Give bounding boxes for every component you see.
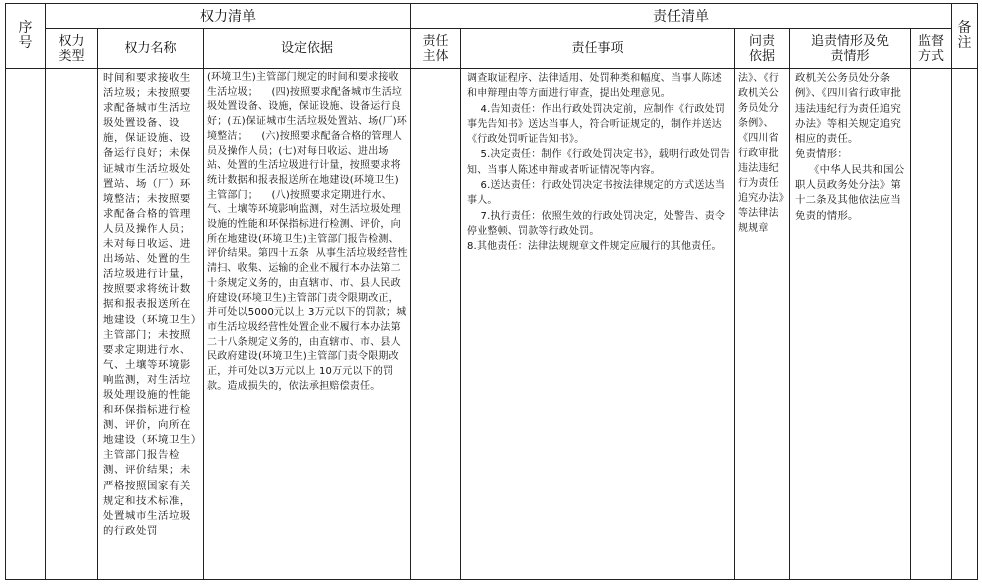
- header-power-name: 权力名称: [98, 29, 204, 69]
- cell-accountability-basis: [735, 69, 790, 580]
- responsible-subject-text: [411, 69, 460, 71]
- header-accountability-cases: 追责情形及免责情形: [790, 29, 911, 69]
- header-basis: 设定依据: [204, 29, 411, 69]
- power-type-text: [46, 69, 97, 71]
- power-responsibility-table: [5, 3, 978, 580]
- cell-basis: [204, 69, 411, 580]
- header-responsibility-list: 责任清单: [411, 4, 952, 29]
- header-power-list: 权力清单: [46, 4, 411, 29]
- cell-accountability-cases: [790, 69, 911, 580]
- supervision-method-text: [911, 69, 951, 71]
- accountability-cases-text: 政机关公务员处分条例》、《四川省行政审批违法违纪行为责任追究办法》等相关规定追究相应的责任。 免责情形： 《中华人民共和国公职人员政务处分法》第十二条及其他依法应当免责的情形。: [795, 72, 905, 222]
- header-supervision-method: 监督方式: [911, 29, 952, 69]
- basis-text: (环境卫生)主管部门规定的时间和要求接收生活垃圾； (四)按照要求配备城市生活垃圾处置设备、设施，保证设施、设备运行良好；(五)保证城市生活垃圾处置站、场(厂)环境整洁； (六)按照要求配备合格的管理人员及操作人员；(七)对每日收运、进出场站、处置的生活垃圾进行计量，按照要求将统计数据和报表报送所在地建设(环境卫生)主管部门； (八)按照要求定期进行水、气、土壤等环境影响监测，对生活垃圾处理设施的性能和环保指标进行检测、评价，向所在地建设(环境卫生)主管部门报告检测、评价结果。第四十五条 从事生活垃圾经营性清扫、收集、运输的企业不履行本办法第二十条规定义务的，由直辖市、市、县人民政府建设(环境卫生)主管部门责令限期改正，并可处以5000元以上 3万元以下的罚款；城市生活垃圾经营性处置企业不履行本办法第二十八条规定义务的，由直辖市、市、县人民政府建设(环境卫生)主管部门责令限期改正，并可处以3万元以上 10万元以下的罚款。造成损失的，依法承担赔偿责任。: [207, 72, 408, 392]
- accountability-basis-text: 法》、《行政机关公务员处分条例》、《四川省行政审批违法违纪行为责任追究办法》等法律法规规章: [738, 73, 784, 234]
- duty-list-table-sheet: [5, 3, 977, 583]
- cell-seq: [6, 69, 46, 580]
- header-responsible-subject: 责任主体: [411, 29, 461, 69]
- cell-responsibility-items: [461, 69, 735, 580]
- cell-supervision-method: [911, 69, 952, 580]
- header-remark: 备注: [952, 4, 978, 69]
- header-accountability-basis: 问责依据: [735, 29, 790, 69]
- header-seq: 序号: [6, 4, 46, 69]
- power-name-text: 时间和要求接收生活垃圾；未按照要求配备城市生活垃圾处置设备、设施，保证设施、设备运行良好；未保证城市生活垃圾处置站、场（厂）环境整洁；未按照要求配备合格的管理人员及操作人员；未对每日收运、进出场站、处置的生活垃圾进行计量，按照要求将统计数据和报表报送所在地建设（环境卫生）主管部门；未按照要求定期进行水、气、土壤等环境影响监测，对生活垃圾处理设施的性能和环保指标进行检测、评价，向所在地建设（环境卫生）主管部门报告检测、评价结果；未严格按照国家有关规定和技术标准，处置城市生活垃圾的行政处罚: [103, 72, 197, 537]
- responsibility-items-text: 调查取证程序、法律适用、处罚种类和幅度、当事人陈述和申辩理由等方面进行审查，提出处理意见。 4.告知责任：作出行政处罚决定前，应制作《行政处罚事先告知书》送达当事人，符合听证规定的，制作并送达《行政处罚听证告知书》。 5.决定责任：制作《行政处罚决定书》，载明行政处罚告知、当事人陈述申辩或者听证情况等内容。 6.送达责任：行政处罚决定书按法律规定的方式送达当事人。 7.执行责任：依照生效的行政处罚决定，处警告、责令停业整顿、罚款等行政处罚。 8.其他责任：法律法规规章文件规定应履行的其他责任。: [467, 73, 731, 253]
- cell-power-type: [46, 69, 98, 580]
- cell-responsible-subject: [411, 69, 461, 580]
- cell-power-name: [98, 69, 204, 580]
- seq-text: [6, 69, 45, 71]
- header-responsibility-items: 责任事项: [461, 29, 735, 69]
- cell-remark: [952, 69, 978, 580]
- header-power-type: 权力类型: [46, 29, 98, 69]
- remark-text: [952, 69, 977, 71]
